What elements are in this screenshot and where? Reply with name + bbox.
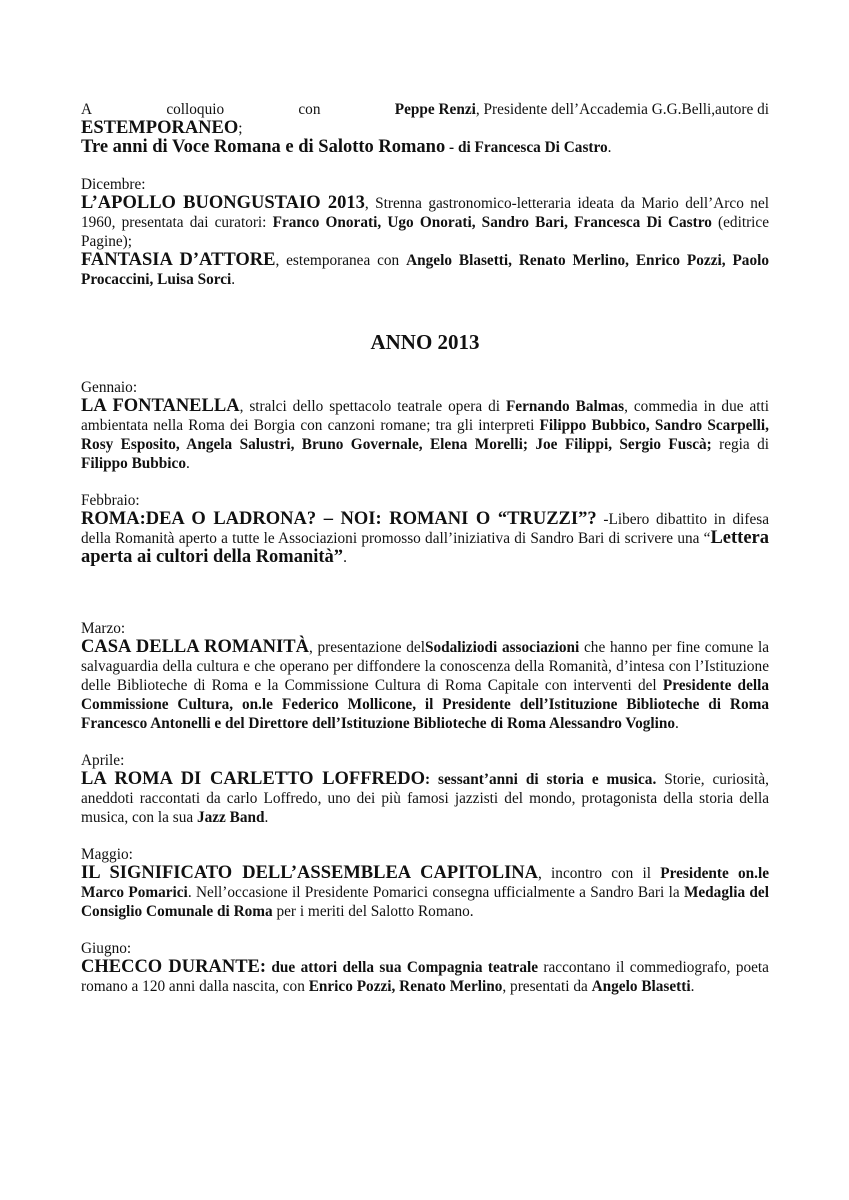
event-subtitle: due attori della sua Compagnia teatrale	[266, 959, 539, 976]
event-award: Medaglia del Consiglio Comunale di Roma	[81, 884, 769, 920]
event-bold-text: Sodaliziodi associazioni	[424, 639, 580, 656]
punctuation: .	[690, 978, 695, 995]
event-aprile	[81, 770, 769, 827]
event-director: Filippo Bubbico	[81, 455, 186, 472]
spacer	[81, 567, 769, 601]
event-presenter: Angelo Blasetti	[591, 978, 691, 995]
event-text: . Nell’occasione il Presidente Pomarici consegna ufficialmente a Sandro Bari la	[187, 884, 684, 901]
month-label-marzo: Marzo:	[81, 620, 126, 637]
intro-line-2	[81, 119, 769, 138]
intro-line-3	[81, 138, 769, 157]
event-band: Jazz Band	[196, 809, 265, 826]
event-text: , presentazione del	[308, 639, 425, 656]
section-heading: ANNO 2013	[370, 330, 480, 354]
punctuation: .	[607, 139, 612, 156]
event-author: Fernando Balmas	[505, 398, 625, 415]
event-title: CASA DELLA ROMANITÀ	[81, 637, 309, 657]
event-text: -Libero dibattito in difesa della Romanità aperto a tutte le Associazioni promosso dall’iniziativa di Sandro Bari di scrivere una “	[81, 511, 769, 547]
speaker-description: , Presidente dell’Accademia G.G.Belli,autore di	[475, 101, 769, 118]
month-label-gennaio: Gennaio:	[81, 379, 138, 396]
event-names: Angelo Blasetti, Renato Merlino, Enrico Pozzi, Paolo Procaccini, Luisa Sorci	[81, 252, 769, 288]
punctuation: .	[186, 455, 190, 472]
by-label: - di	[445, 139, 475, 156]
intro-word: colloquio	[166, 101, 225, 118]
event-text: , estemporanea con	[275, 252, 407, 269]
month-label-maggio: Maggio:	[81, 846, 133, 863]
month-label-giugno: Giugno:	[81, 940, 132, 957]
event-gennaio	[81, 397, 769, 473]
event-giugno	[81, 958, 769, 996]
event-names: Franco Onorati, Ugo Onorati, Sandro Bari, Francesca Di Castro	[272, 214, 712, 231]
intro-word: A	[81, 101, 93, 118]
event-title: LA FONTANELLA	[81, 396, 240, 416]
event-title: IL SIGNIFICATO DELL’ASSEMBLEA CAPITOLINA	[81, 863, 539, 883]
intro-speaker	[395, 100, 769, 119]
event-text: , presentati da	[502, 978, 592, 995]
event-title: CHECCO DURANTE:	[81, 957, 267, 977]
intro-line-1	[81, 100, 769, 119]
punctuation: .	[231, 271, 236, 288]
month-label-aprile: Aprile:	[81, 752, 125, 769]
event-text: raccontano il commediografo, poeta romano a 120 anni dalla nascita, con	[81, 959, 769, 995]
speaker-name: Peppe Renzi	[394, 101, 476, 118]
punctuation: .	[264, 809, 269, 826]
event-marzo	[81, 638, 769, 733]
event-speakers: Presidente della Commissione Cultura, on.le Federico Mollicone, il Presidente dell’Istituzione Biblioteche di Roma Francesco Antonelli e del Direttore dell’Istituzione Biblioteche di Roma Alessandro Voglino	[81, 677, 770, 732]
punctuation: .	[675, 715, 679, 732]
event-cast: Filippo Bubbico, Sandro Scarpelli, Rosy Esposito, Angela Salustri, Bruno Governale, Elena Morelli; Joe Filippi, Sergio Fuscà;	[81, 417, 769, 453]
month-label-febbraio: Febbraio:	[81, 492, 140, 509]
event-text: , incontro con il	[538, 865, 661, 882]
event-text: Storie, curiosità, aneddoti raccontati da carlo Loffredo, uno dei più famosi jazzisti del mondo, protagonista della storia della musica, con la sua	[81, 771, 770, 826]
event-dicembre-1	[81, 194, 769, 251]
author-name: Francesca Di Castro	[474, 139, 608, 156]
event-cast: Enrico Pozzi, Renato Merlino	[308, 978, 503, 995]
event-text: , commedia in due atti ambientata nella Roma dei Borgia con canzoni romane; tra gli interpreti	[81, 398, 770, 434]
book-title-2: Tre anni di Voce Romana e di Salotto Romano	[81, 137, 446, 157]
event-title: LA ROMA DI CARLETTO LOFFREDO	[81, 769, 425, 789]
punctuation: ;	[238, 120, 243, 137]
book-title: ESTEMPORANEO	[81, 118, 239, 138]
event-maggio	[81, 864, 769, 921]
month-label-dicembre: Dicembre:	[81, 176, 146, 193]
event-subtitle: : sessant’anni di storia e musica.	[424, 771, 657, 788]
event-text: che hanno per fine comune la salvaguardia della cultura e che operano per diffondere la conoscenza della Romanità, d’intesa con l’Istituzione delle Biblioteche di Roma e la Commissione Cultura di Roma Capitale con interventi del	[81, 639, 769, 694]
event-title: FANTASIA D’ATTORE	[81, 250, 276, 270]
event-title: L’APOLLO BUONGUSTAIO 2013	[81, 193, 365, 213]
document-body	[81, 100, 769, 996]
punctuation: .	[343, 549, 347, 566]
event-text: , stralci dello spettacolo teatrale opera di	[239, 398, 506, 415]
event-letter-title: Lettera aperta ai cultori della Romanità”	[81, 528, 769, 567]
event-text: regia di	[711, 436, 769, 453]
event-guest: Presidente on.le Marco Pomarici	[81, 865, 769, 901]
event-title: ROMA:DEA O LADRONA? – NOI: ROMANI O “TRUZZI”?	[81, 509, 597, 529]
event-text: (editrice Pagine);	[81, 214, 770, 250]
event-dicembre-2	[81, 251, 769, 289]
intro-word: con	[298, 101, 321, 118]
event-text: per i meriti del Salotto Romano.	[272, 903, 474, 920]
event-text: , Strenna gastronomico-letteraria ideata da Mario dell’Arco nel 1960, presentata dai curatori:	[81, 195, 769, 231]
event-febbraio	[81, 510, 769, 567]
